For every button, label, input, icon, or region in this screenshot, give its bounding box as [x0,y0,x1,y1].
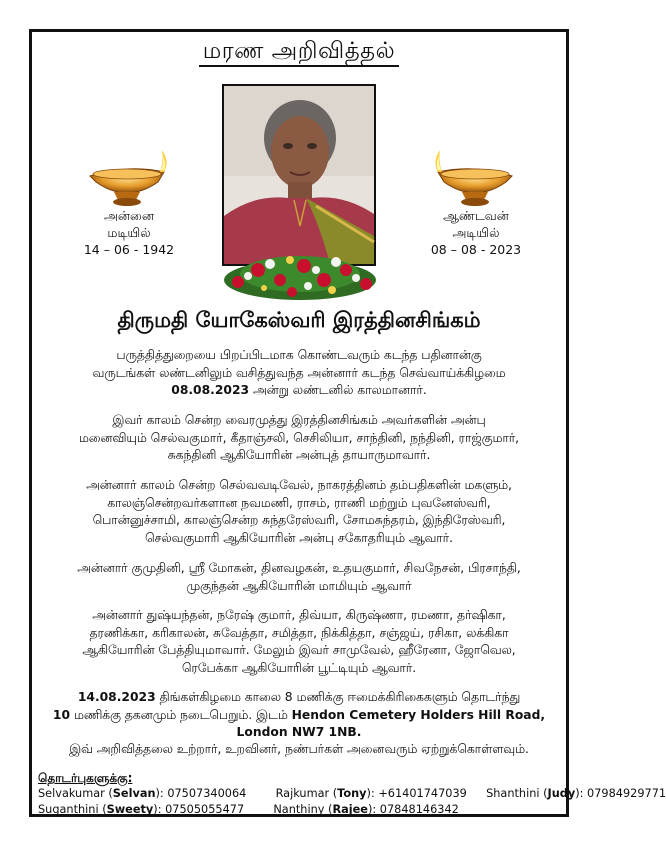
text-line: பொன்னுச்சாமி, காலஞ்சென்ற சுந்தரேஸ்வரி, சோமசுந்தரம், இந்திரேஸ்வரி, [92,513,506,527]
contact-entry [276,787,467,800]
paragraph-funeral [52,689,546,742]
deceased-name: திருமதி யோகேஸ்வரி இரத்தினசிங்கம் [117,308,481,332]
text-line: ரெபேக்கா ஆகியோரின் பூட்டியும் ஆவார். [181,660,417,675]
contact-entry [38,787,246,800]
text-line: காலஞ்சென்றவர்களான நவமணி, ராசம், ராணி மற்றும் புவனேஸ்வரி, [107,495,491,510]
cremation-time: 10 [52,707,71,722]
contact-name: Shanthini ( [486,787,548,800]
contacts-row [38,802,666,818]
contact-nickname: Selvan [112,787,156,800]
text-line: அன்னார் குமுதினி, ஸ்ரீ மோகன், தினவழகன், உதயகுமார், சிவநேசன், பிரசாந்தி, [77,561,521,575]
closing-line: இவ் அறிவித்தலை உற்றார், உறவினர், நண்பர்கள் அனைவரும் ஏற்றுக்கொள்ளவும். [69,742,529,756]
text-line: செல்வகுமாரி ஆகியோரின் அன்பு சகோதரியும் ஆவார். [144,530,454,545]
text-line [52,707,546,725]
contacts-section [38,770,666,818]
text-fragment: மணிக்கு தகனமும் நடைபெறும். இடம் [73,707,288,722]
text-line: தரணிக்கா, கரிகாலன், சுவேத்தா, சமித்தா, நிக்கித்தா, சஞ்ஜய், ரசிகா, லக்கிகா [89,625,509,640]
paragraph-siblings [52,477,546,547]
text-line: மனைவியும் செல்வகுமார், கீதாஞ்சலி, செசிலியா, சாந்தினி, நந்தினி, ராஜ்குமார், [78,430,520,445]
text-line [52,689,546,707]
text-line: அன்னார் காலம் சென்ற செல்வவடிவேல், நாகரத்தினம் தம்பதிகளின் மகளும், [86,478,512,492]
oil-lamp-icon [84,142,170,212]
birth-line1: அன்னை [104,208,154,223]
death-line2: அடியில் [452,225,500,240]
text-line: ஆகியோரின் பேத்தியுமாவார். மேலும் இவர் சாமுவேல், ஹீரேனா, ஜோவெல, [82,643,516,657]
contact-nickname: Rajee [332,803,368,816]
text-fragment: திங்கள்கிழமை காலை 8 மணிக்கு ஈமைக்கிரிகைகளும் தொடர்ந்து [159,690,521,704]
contact-nickname: Sweety [106,803,154,816]
funeral-venue-postcode: London NW7 1NB. [236,725,362,739]
death-date-bold: 08.08.2023 [171,383,250,397]
portrait-photo [222,84,376,266]
notice-frame [29,29,666,817]
contact-separator: ): [366,787,379,800]
contact-phone: 07505055477 [165,803,245,816]
contact-phone: 07848146342 [379,803,459,816]
contact-separator: ): [155,787,168,800]
text-line: வருடங்கள் லண்டனிலும் வசித்துவந்த அன்னார் கடந்த செவ்வாய்க்கிழமை [92,365,506,380]
contacts-row [38,786,666,802]
paragraph-grandchildren [52,607,546,677]
text-line [52,382,546,400]
flower-bouquet [220,240,380,306]
text-line: சுகந்தினி ஆகியோரின் அன்புத் தாயாருமாவார். [167,448,431,462]
text-line: அன்னார் துஷ்யந்தன், நரேஷ் குமார், திவ்யா, கிருஷ்ணா, ரமணா, தர்ஷிகா, [92,608,506,622]
contact-name: Rajkumar ( [275,787,338,800]
funeral-venue: Hendon Cemetery Holders Hill Road, [291,707,546,722]
text-line: பருத்தித்துறையை பிறப்பிடமாக கொண்டவரும் கடந்த பதினான்கு [116,348,482,362]
oil-lamp-icon [432,142,518,212]
death-line1: ஆண்டவன் [443,208,509,223]
paragraph-in-laws [52,560,546,595]
contact-entry [38,803,244,816]
contact-entry [486,787,666,800]
contact-separator: ): [575,787,588,800]
contact-phone: 07984929771 [587,787,666,800]
contact-separator: ): [367,803,380,816]
text-line: இவர் காலம் சென்ற வைரமுத்து இரத்தினசிங்கம் அவர்களின் அன்பு [112,413,486,427]
text-fragment: அன்று லண்டனில் காலமானார். [252,383,427,397]
death-date: 08 – 08 - 2023 [430,242,522,257]
notice-title [32,38,566,67]
birth-line2: மடியில் [107,225,151,240]
contact-entry [273,803,459,816]
contact-name: Nanthiny ( [273,803,333,816]
paragraph-family [52,412,546,465]
birth-date: 14 – 06 - 1942 [83,242,175,257]
contact-name: Selvakumar ( [38,787,113,800]
contacts-heading: தொடர்புகளுக்கு: [38,771,133,785]
paragraph-intro [52,347,546,400]
contact-phone: +61401747039 [378,787,467,800]
contact-nickname: Tony [337,787,367,800]
contact-nickname: Judy [547,787,576,800]
birth-info [69,207,189,258]
contact-phone: 07507340064 [167,787,247,800]
contact-name: Suganthini ( [38,803,107,816]
notice-title-text: மரண அறிவித்தல் [199,38,400,67]
contact-separator: ): [153,803,166,816]
text-line: முகுந்தன் ஆகியோரின் மாமியும் ஆவார் [186,578,412,593]
funeral-date: 14.08.2023 [77,690,156,704]
death-info [416,207,536,258]
